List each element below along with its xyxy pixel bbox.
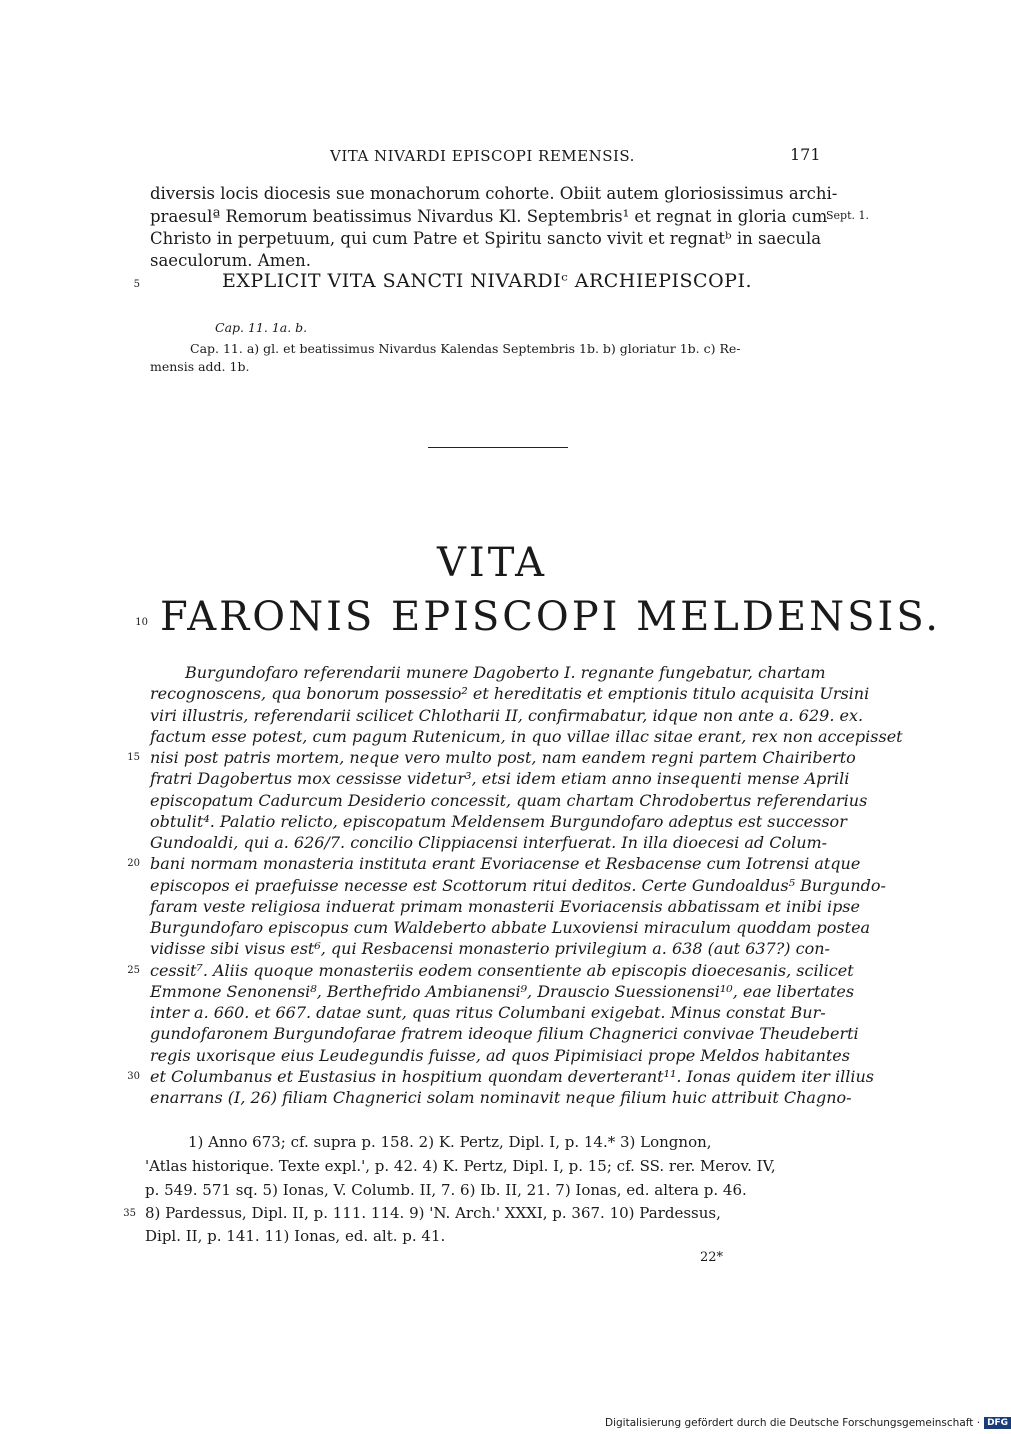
- line-number: 15: [127, 752, 140, 763]
- intro-line: cessit⁷. Aliis quoque monasteriis eodem consentiente ab episcopis dioecesanis, scilicet: [150, 961, 854, 980]
- text-line: Christo in perpetuum, qui cum Patre et Spiritu sancto vivit et regnatᵇ in saecula: [150, 229, 822, 248]
- text-line: diversis locis diocesis sue monachorum cohorte. Obiit autem gloriosissimus archi-: [150, 184, 838, 203]
- intro-line: regis uxorisque eius Leudegundis fuisse, ad quos Pipimisiaci prope Meldos habitantes: [150, 1046, 850, 1065]
- title-main: FARONIS EPISCOPI MELDENSIS.: [160, 594, 942, 640]
- footnote-line: 'Atlas historique. Texte expl.', p. 42. 4) K. Pertz, Dipl. I, p. 15; cf. SS. rer. Merov. IV,: [145, 1157, 776, 1175]
- apparatus-line: mensis add. 1b.: [150, 359, 250, 374]
- running-title: VITA NIVARDI EPISCOPI REMENSIS.: [330, 147, 635, 165]
- intro-line: factum esse potest, cum pagum Rutenicum, in quo villae illac sitae erant, rex non accepisset: [150, 727, 903, 746]
- apparatus-line: Cap. 11. a) gl. et beatissimus Nivardus Kalendas Septembris 1b. b) gloriatur 1b. c) Re-: [190, 341, 741, 356]
- intro-line: bani normam monasteria instituta erant Evoriacense et Resbacense cum Iotrensi atque: [150, 854, 861, 873]
- intro-line: obtulit⁴. Palatio relicto, episcopatum Meldensem Burgundofaro adeptus est successor: [150, 812, 847, 831]
- footnote-line: 1) Anno 673; cf. supra p. 158. 2) K. Pertz, Dipl. I, p. 14.* 3) Longnon,: [188, 1133, 712, 1151]
- intro-line: Gundoaldi, qui a. 626/7. concilio Clippiacensi interfuerat. In illa dioecesi ad Colum-: [150, 833, 828, 852]
- intro-line: gundofaronem Burgundofarae fratrem ideoque filium Chagnerici convivae Theudeberti: [150, 1024, 859, 1043]
- page-number: 171: [790, 145, 821, 164]
- line-number: 20: [127, 858, 140, 869]
- line-number: 10: [135, 617, 148, 628]
- funding-notice: Digitalisierung gefördert durch die Deutsche Forschungsgemeinschaft ·: [605, 1417, 981, 1429]
- line-number: 5: [133, 279, 140, 290]
- line-number: 30: [127, 1071, 140, 1082]
- intro-line: fratri Dagobertus mox cessisse videtur³, etsi idem etiam anno insequenti mense Aprili: [150, 769, 850, 788]
- dfg-logo-icon: DFG: [984, 1417, 1011, 1429]
- title-vita: VITA: [437, 540, 548, 586]
- intro-line: episcopos ei praefuisse necesse est Scottorum ritui deditos. Certe Gundoaldus⁵ Burgundo-: [150, 876, 886, 895]
- text-line: saeculorum. Amen.: [150, 251, 311, 270]
- margin-date: Sept. 1.: [826, 209, 869, 222]
- footnote-line: 8) Pardessus, Dipl. II, p. 111. 114. 9) 'N. Arch.' XXXI, p. 367. 10) Pardessus,: [145, 1204, 721, 1222]
- signature-mark: 22*: [700, 1250, 724, 1265]
- intro-line: recognoscens, qua bonorum possessio² et hereditatis et emptionis titulo acquisita Ursini: [150, 684, 870, 703]
- line-number: 35: [123, 1208, 136, 1219]
- intro-line: faram veste religiosa induerat primam monasterii Evoriacensis abbatissam et inibi ipse: [150, 897, 860, 916]
- intro-line: inter a. 660. et 667. datae sunt, quas ritus Columbani exigebat. Minus constat Bur-: [150, 1003, 826, 1022]
- intro-line: nisi post patris mortem, neque vero multo post, nam eandem regni partem Chairiberto: [150, 748, 856, 767]
- explicit-heading: EXPLICIT VITA SANCTI NIVARDIᶜ ARCHIEPISCOPI.: [222, 270, 752, 292]
- intro-line: et Columbanus et Eustasius in hospitium quondam deverterant¹¹. Ionas quidem iter illius: [150, 1067, 875, 1086]
- apparatus-line: Cap. 11. 1a. b.: [215, 320, 308, 335]
- footnote-line: p. 549. 571 sq. 5) Ionas, V. Columb. II, 7. 6) Ib. II, 21. 7) Ionas, ed. altera p. 46.: [145, 1181, 747, 1199]
- dfg-footer: [605, 1417, 1011, 1429]
- text-line: praesulª Remorum beatissimus Nivardus Kl. Septembris¹ et regnat in gloria cum: [150, 207, 828, 226]
- line-number: 25: [127, 965, 140, 976]
- section-divider: [428, 447, 568, 448]
- intro-line: Burgundofaro episcopus cum Waldeberto abbate Luxoviensi miraculum quoddam postea: [150, 918, 871, 937]
- intro-line: episcopatum Cadurcum Desiderio concessit, quam chartam Chrodobertus referendarius: [150, 791, 868, 810]
- intro-line: enarrans (I, 26) filiam Chagnerici solam nominavit neque filium huic attribuit Chagno-: [150, 1088, 852, 1107]
- footnote-line: Dipl. II, p. 141. 11) Ionas, ed. alt. p. 41.: [145, 1227, 446, 1245]
- intro-line: Emmone Senonensi⁸, Berthefrido Ambianensi⁹, Drauscio Suessionensi¹⁰, eae libertates: [150, 982, 855, 1001]
- intro-line: viri illustris, referendarii scilicet Chlotharii II, confirmabatur, idque non ante a. 629. ex.: [150, 706, 864, 725]
- intro-line: Burgundofaro referendarii munere Dagoberto I. regnante fungebatur, chartam: [185, 663, 826, 682]
- intro-line: vidisse sibi visus est⁶, qui Resbacensi monasterio privilegium a. 638 (aut 637?) con-: [150, 939, 830, 958]
